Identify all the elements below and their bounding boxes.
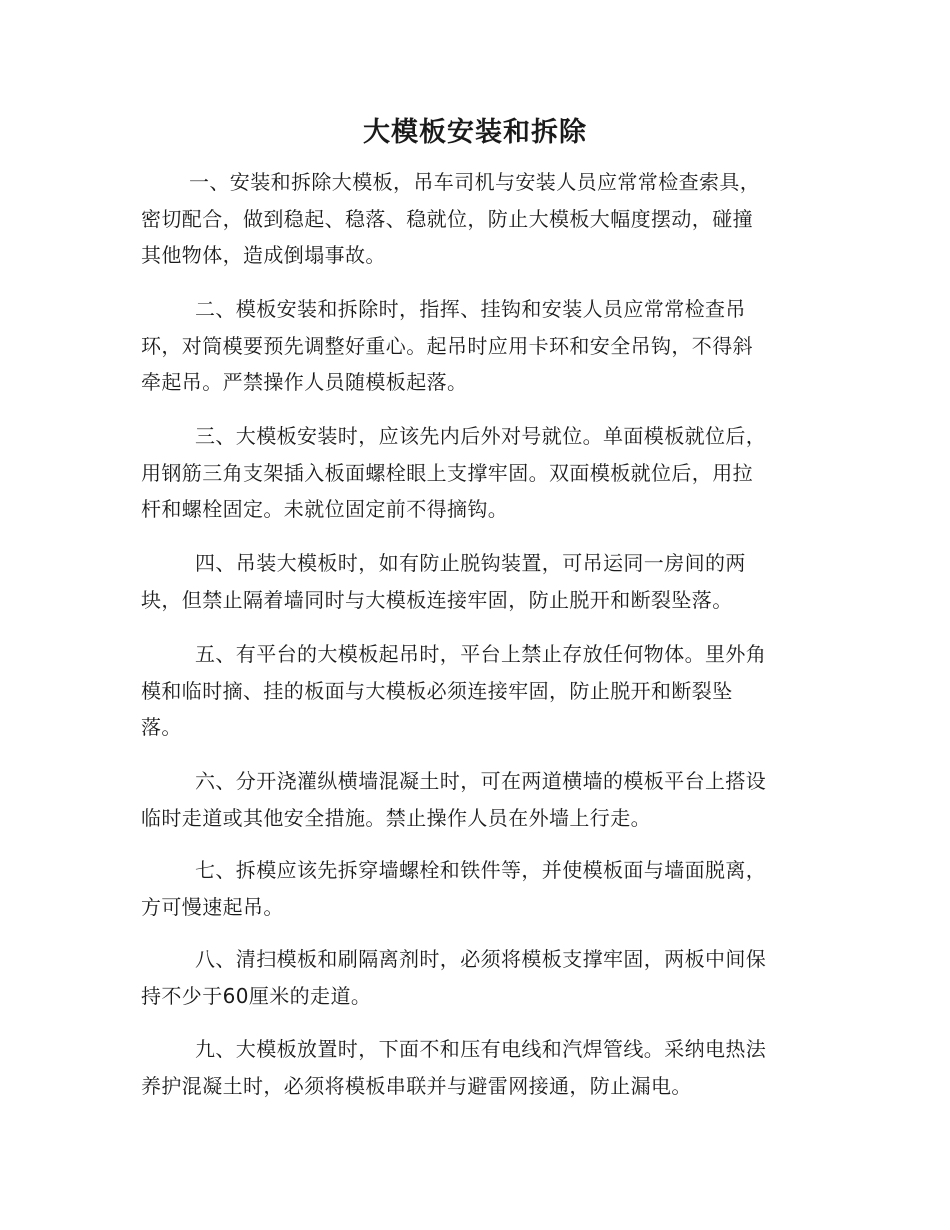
paragraph-line: 落。 — [141, 715, 182, 739]
paragraph-line: 牵起吊。严禁操作人员随模板起落。 — [141, 370, 468, 394]
paragraph-line: 密切配合，做到稳起、稳落、稳就位，防止大模板大幅度摆动，碰撞 — [141, 206, 753, 231]
paragraph-line: 养护混凝土时，必须将模板串联并与避雷网接通，防止漏电。 — [141, 1073, 692, 1098]
paragraph-line: 临时走道或其他安全措施。禁止操作人员在外墙上行走。 — [141, 805, 651, 830]
paragraph-line: 环，对筒模要预先调整好重心。起吊时应用卡环和安全吊钩，不得斜 — [141, 333, 753, 358]
paragraph-2 — [141, 291, 809, 401]
paragraph-line: 其他物体，造成倒塌事故。 — [141, 243, 386, 267]
paragraph-1 — [141, 164, 809, 274]
paragraph-line: 四、吊装大模板时，如有防止脱钩装置，可吊运同一房间的两 — [195, 551, 746, 575]
paragraph-line: 六、分开浇灌纵横墙混凝土时，可在两道横墙的模板平台上搭设 — [195, 769, 767, 793]
paragraph-3 — [141, 418, 809, 528]
paragraph-line: 方可慢速起吊。 — [141, 894, 284, 919]
paragraph-line: 七、拆模应该先拆穿墙螺栓和铁件等，并使模板面与墙面脱离， — [195, 858, 767, 882]
paragraph-line: 五、有平台的大模板起吊时，平台上禁止存放任何物体。里外角 — [195, 642, 767, 666]
paragraph-6 — [141, 763, 809, 836]
paragraph-line: 二、模板安装和拆除时，指挥、挂钩和安装人员应常常检查吊 — [195, 297, 746, 321]
paragraph-line: 块，但禁止隔着墙同时与大模板连接牢固，防止脱开和断裂坠落。 — [141, 587, 733, 612]
paragraph-5 — [141, 636, 809, 746]
paragraph-line: 杆和螺栓固定。未就位固定前不得摘钩。 — [141, 497, 509, 521]
paragraph-line: 一、安装和拆除大模板，吊车司机与安装人员应常常检查索具， — [189, 170, 761, 194]
paragraph-line: 用钢筋三角支架插入板面螺栓眼上支撑牢固。双面模板就位后，用拉 — [141, 460, 753, 485]
paragraph-line: 模和临时摘、挂的板面与大模板必须连接牢固，防止脱开和断裂坠 — [141, 678, 733, 703]
paragraph-line: 九、大模板放置时，下面不和压有电线和汽焊管线。采纳电热法 — [195, 1037, 767, 1061]
paragraph-line: 三、大模板安装时，应该先内后外对号就位。单面模板就位后， — [195, 424, 767, 448]
paragraph-line: 持不少于60厘米的走道。 — [141, 983, 372, 1008]
paragraph-7 — [141, 852, 809, 925]
document-title: 大模板安装和拆除 — [363, 117, 587, 148]
paragraph-4 — [141, 545, 809, 618]
paragraph-9 — [141, 1031, 809, 1104]
paragraph-8 — [141, 941, 809, 1014]
paragraph-line: 八、清扫模板和刷隔离剂时，必须将模板支撑牢固，两板中间保 — [195, 947, 767, 971]
